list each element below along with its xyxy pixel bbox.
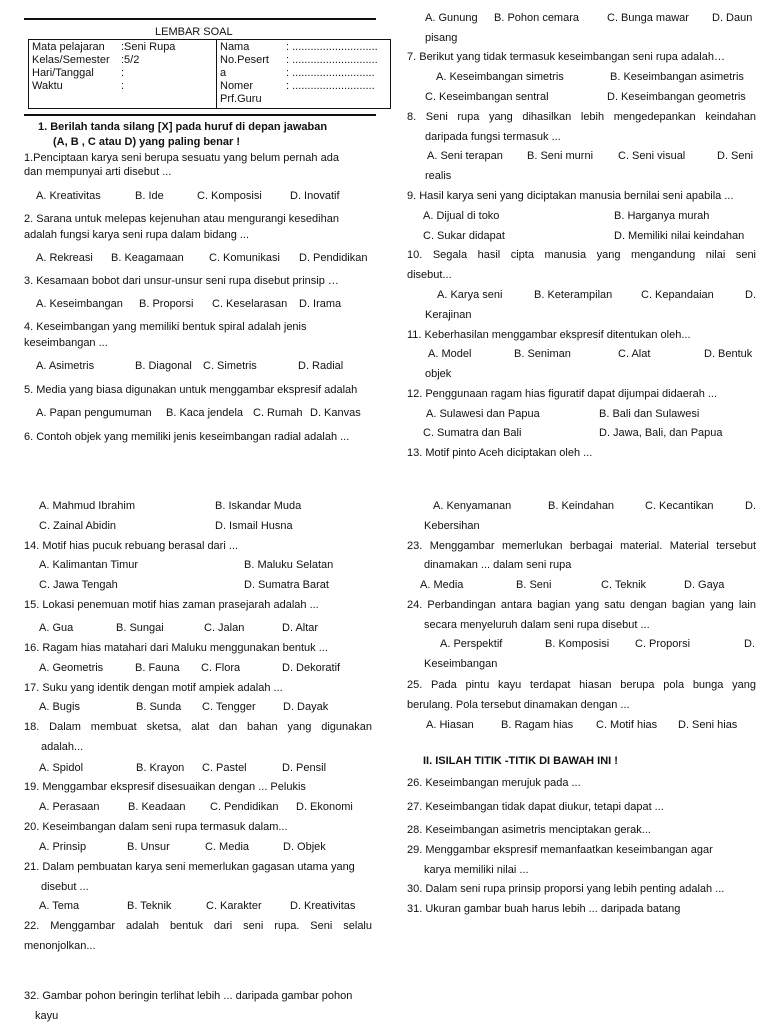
date-value: : [121,67,125,79]
question-10: 10. Segala hasil cipta manusia yang mengandung nilai seni [407,249,756,261]
q17-option-c: C. Tengger [202,701,256,713]
q19-option-b: B. Keadaan [128,801,186,813]
participant-label-cont: a [220,67,227,79]
q11-option-d: D. Bentuk [704,348,753,360]
q23-option-b: B. Seni [516,579,552,591]
q9-option-a: A. Dijual di toko [423,210,500,222]
q12-option-b: B. Bali dan Sulawesi [599,408,700,420]
class-label: Kelas/Semester [32,54,110,66]
q16-option-c: C. Flora [201,662,241,674]
q22-option-b: B. Keindahan [548,500,615,512]
q10-option-a: A. Karya seni [437,289,503,301]
q13-option-a: A. Mahmud Ibrahim [39,500,135,512]
identity-box-divider [216,40,217,108]
q3-option-a: A. Keseimbangan [36,298,123,310]
q9-option-d: D. Memiliki nilai keindahan [614,230,745,242]
q24-option-a: A. Perspektif [440,638,503,650]
q4-option-a: A. Asimetris [36,360,95,372]
q17-option-b: B. Sunda [136,701,182,713]
q8-option-b: B. Seni murni [527,150,594,162]
essay-28: 28. Keseimbangan asimetris menciptakan gerak... [407,824,651,836]
q10-option-d-cont: Kerajinan [425,309,472,321]
q3-option-c: C. Keselarasan [212,298,288,310]
q3-option-d: D. Irama [299,298,342,310]
q25-option-d: D. Seni hias [678,719,738,731]
q14-option-d: D. Sumatra Barat [244,579,329,591]
q25-option-a: A. Hiasan [426,719,474,731]
q13-option-d: D. Ismail Husna [215,520,293,532]
q13-option-b: B. Iskandar Muda [215,500,302,512]
q24-option-b: B. Komposisi [545,638,610,650]
q21-option-d: D. Kreativitas [290,900,356,912]
q16-option-b: B. Fauna [135,662,180,674]
question-18: 18. Dalam membuat sketsa, alat dan bahan yang digunakan [24,721,372,733]
q7-option-a: A. Keseimbangan simetris [436,71,564,83]
q20-option-b: B. Unsur [127,841,170,853]
q5-option-b: B. Kaca jendela [166,407,244,419]
question-7: 7. Berikut yang tidak termasuk keseimbangan seni rupa adalah… [407,51,725,63]
q20-option-d: D. Objek [283,841,326,853]
question-11: 11. Keberhasilan menggambar ekspresif ditentukan oleh... [407,329,691,341]
q12-option-d: D. Jawa, Bali, dan Papua [599,427,723,439]
q23-option-d: D. Gaya [684,579,725,591]
q11-option-a: A. Model [428,348,472,360]
q4-option-c: C. Simetris [203,360,257,372]
q1-option-c: C. Komposisi [197,190,262,202]
q22-option-d-cont: Kebersihan [424,520,480,532]
essay-29-cont: karya memiliki nilai ... [424,864,529,876]
q24-option-d: D. [744,638,755,650]
question-8-cont: daripada fungsi termasuk ... [425,131,561,143]
question-3: 3. Kesamaan bobot dari unsur-unsur seni rupa disebut prinsip … [24,275,339,287]
q7-option-d: D. Keseimbangan geometris [607,91,746,103]
q14-option-c: C. Jawa Tengah [39,579,118,591]
q1-option-b: B. Ide [135,190,164,202]
q15-option-a: A. Gua [39,622,74,634]
number-label: Nomer [220,80,254,92]
q18-option-d: D. Pensil [282,762,327,774]
question-9: 9. Hasil karya seni yang diciptakan manusia bernilai seni apabila ... [407,190,734,202]
question-8: 8. Seni rupa yang dihasilkan lebih mengedepankan keindahan [407,111,756,123]
question-25-cont: berulang. Pola tersebut dinamakan dengan ... [407,699,630,711]
q22-option-a: A. Kenyamanan [433,500,512,512]
q15-option-c: C. Jalan [204,622,245,634]
q6-option-c: C. Bunga mawar [607,12,689,24]
q14-option-a: A. Kalimantan Timur [39,559,139,571]
question-21: 21. Dalam pembuatan karya seni memerlukan gagasan utama yang [24,861,355,873]
question-15: 15. Lokasi penemuan motif hias zaman prasejarah adalah ... [24,599,319,611]
q5-option-d: D. Kanvas [310,407,361,419]
question-23-cont: dinamakan ... dalam seni rupa [424,559,572,571]
q7-option-b: B. Keseimbangan asimetris [610,71,744,83]
teacher-label: Prf.Guru [220,93,262,105]
essay-30: 30. Dalam seni rupa prinsip proporsi yang lebih penting adalah ... [407,883,725,895]
q21-option-b: B. Teknik [127,900,172,912]
q6-option-a: A. Gunung [425,12,478,24]
q4-option-b: B. Diagonal [135,360,192,372]
q2-option-d: D. Pendidikan [299,252,368,264]
sheet-title: LEMBAR SOAL [155,26,233,38]
number-value: : ........................... [286,80,375,92]
question-25: 25. Pada pintu kayu terdapat hiasan berupa pola bunga yang [407,679,756,691]
header-top-rule [24,18,376,20]
q8-option-d-cont: realis [425,170,452,182]
q19-option-a: A. Perasaan [39,801,100,813]
q1-option-a: A. Kreativitas [36,190,101,202]
q4-option-d: D. Radial [298,360,344,372]
q6-option-d-cont: pisang [425,32,458,44]
q15-option-d: D. Altar [282,622,319,634]
q11-option-c: C. Alat [618,348,651,360]
question-24-cont: secara menyeluruh dalam seni rupa disebut ... [424,619,650,631]
question-2-cont: adalah fungsi karya seni rupa dalam bidang ... [24,229,250,241]
question-6: 6. Contoh objek yang memiliki jenis keseimbangan radial adalah ... [24,431,350,443]
q7-option-c: C. Keseimbangan sentral [425,91,549,103]
question-20: 20. Keseimbangan dalam seni rupa termasuk dalam... [24,821,288,833]
question-24: 24. Perbandingan antara bagian yang satu dengan bagian yang lain [407,599,756,611]
essay-31: 31. Ukuran gambar buah harus lebih ... daripada batang [407,903,681,915]
q2-option-c: C. Komunikasi [209,252,280,264]
question-16: 16. Ragam hias matahari dari Maluku menggunakan bentuk ... [24,642,328,654]
date-label: Hari/Tanggal [32,67,94,79]
name-value: : ............................ [286,41,378,53]
q8-option-a: A. Seni terapan [427,150,503,162]
q8-option-d: D. Seni [717,150,754,162]
name-label: Nama [220,41,250,53]
q23-option-a: A. Media [420,579,464,591]
q23-option-c: C. Teknik [601,579,647,591]
q6-option-d: D. Daun [712,12,753,24]
q12-option-c: C. Sumatra dan Bali [423,427,522,439]
q17-option-a: A. Bugis [39,701,80,713]
q24-option-c: C. Proporsi [635,638,691,650]
q24-option-d-cont: Keseimbangan [424,658,498,670]
question-18-cont: adalah... [41,741,84,753]
q1-option-d: D. Inovatif [290,190,340,202]
q22-option-d: D. [745,500,756,512]
header-bottom-rule [24,114,376,116]
q20-option-a: A. Prinsip [39,841,87,853]
q13-option-c: C. Zainal Abidin [39,520,117,532]
q16-option-a: A. Geometris [39,662,104,674]
question-32-cont: kayu [35,1010,59,1022]
q3-option-b: B. Proporsi [139,298,194,310]
q2-option-a: A. Rekreasi [36,252,93,264]
question-10-cont: disebut... [407,269,452,281]
participant-label: No.Pesert [220,54,269,66]
participant-value-2: : ........................... [286,67,375,79]
q6-option-b: B. Pohon cemara [494,12,579,24]
q19-option-c: C. Pendidikan [210,801,279,813]
instruction-line-2: (A, B , C atau D) yang paling benar ! [53,136,241,148]
q18-option-b: B. Krayon [136,762,185,774]
class-value: :5/2 [121,54,140,66]
essay-29: 29. Menggambar ekspresif memanfaatkan keseimbangan agar [407,844,713,856]
q25-option-c: C. Motif hias [596,719,658,731]
q12-option-a: A. Sulawesi dan Papua [426,408,540,420]
subject-label: Mata pelajaran [32,41,105,53]
instruction-line-1: 1. Berilah tanda silang [X] pada huruf di depan jawaban [38,121,328,133]
subject-value: :Seni Rupa [121,41,176,53]
q10-option-d: D. [745,289,756,301]
q21-option-c: C. Karakter [206,900,262,912]
q5-option-c: C. Rumah [253,407,303,419]
q5-option-a: A. Papan pengumuman [36,407,152,419]
question-22-cont: menonjolkan... [24,940,96,952]
q21-option-a: A. Tema [39,900,80,912]
question-5: 5. Media yang biasa digunakan untuk menggambar ekspresif adalah [24,384,358,396]
question-19: 19. Menggambar ekspresif disesuaikan dengan ... Pelukis [24,781,306,793]
essay-27: 27. Keseimbangan tidak dapat diukur, tetapi dapat ... [407,801,664,813]
question-21-cont: disebut ... [41,881,89,893]
question-1: 1.Penciptaan karya seni berupa sesuatu yang belum pernah ada [24,152,339,164]
q10-option-b: B. Keterampilan [534,289,613,301]
time-value: : [121,80,125,92]
q20-option-c: C. Media [205,841,250,853]
time-label: Waktu [32,80,63,92]
q16-option-d: D. Dekoratif [282,662,341,674]
q9-option-c: C. Sukar didapat [423,230,505,242]
q17-option-d: D. Dayak [283,701,329,713]
question-17: 17. Suku yang identik dengan motif ampiek adalah ... [24,682,283,694]
q2-option-b: B. Keagamaan [111,252,184,264]
question-4-cont: keseimbangan ... [24,337,108,349]
essay-26: 26. Keseimbangan merujuk pada ... [407,777,581,789]
question-23: 23. Menggambar memerlukan berbagai material. Material tersebut [407,540,756,552]
q9-option-b: B. Harganya murah [614,210,710,222]
question-22: 22. Menggambar adalah bentuk dari seni rupa. Seni selalu [24,920,372,932]
q15-option-b: B. Sungai [116,622,164,634]
q8-option-c: C. Seni visual [618,150,686,162]
question-13: 13. Motif pinto Aceh diciptakan oleh ... [407,447,593,459]
q22-option-c: C. Kecantikan [645,500,714,512]
q14-option-b: B. Maluku Selatan [244,559,334,571]
question-12: 12. Penggunaan ragam hias figuratif dapat dijumpai didaerah ... [407,388,718,400]
q18-option-c: C. Pastel [202,762,247,774]
participant-value: : ............................ [286,54,378,66]
q11-option-d-cont: objek [425,368,452,380]
question-14: 14. Motif hias pucuk rebuang berasal dari ... [24,540,239,552]
section-2-heading: II. ISILAH TITIK -TITIK DI BAWAH INI ! [423,755,618,767]
q11-option-b: B. Seniman [514,348,571,360]
q18-option-a: A. Spidol [39,762,84,774]
q19-option-d: D. Ekonomi [296,801,353,813]
question-2: 2. Sarana untuk melepas kejenuhan atau mengurangi kesedihan [24,213,339,225]
q10-option-c: C. Kepandaian [641,289,714,301]
question-4: 4. Keseimbangan yang memiliki bentuk spiral adalah jenis [24,321,307,333]
q25-option-b: B. Ragam hias [501,719,574,731]
question-32: 32. Gambar pohon beringin terlihat lebih ... daripada gambar pohon [24,990,353,1002]
question-1-cont: dan mempunyai arti disebut ... [24,166,172,178]
